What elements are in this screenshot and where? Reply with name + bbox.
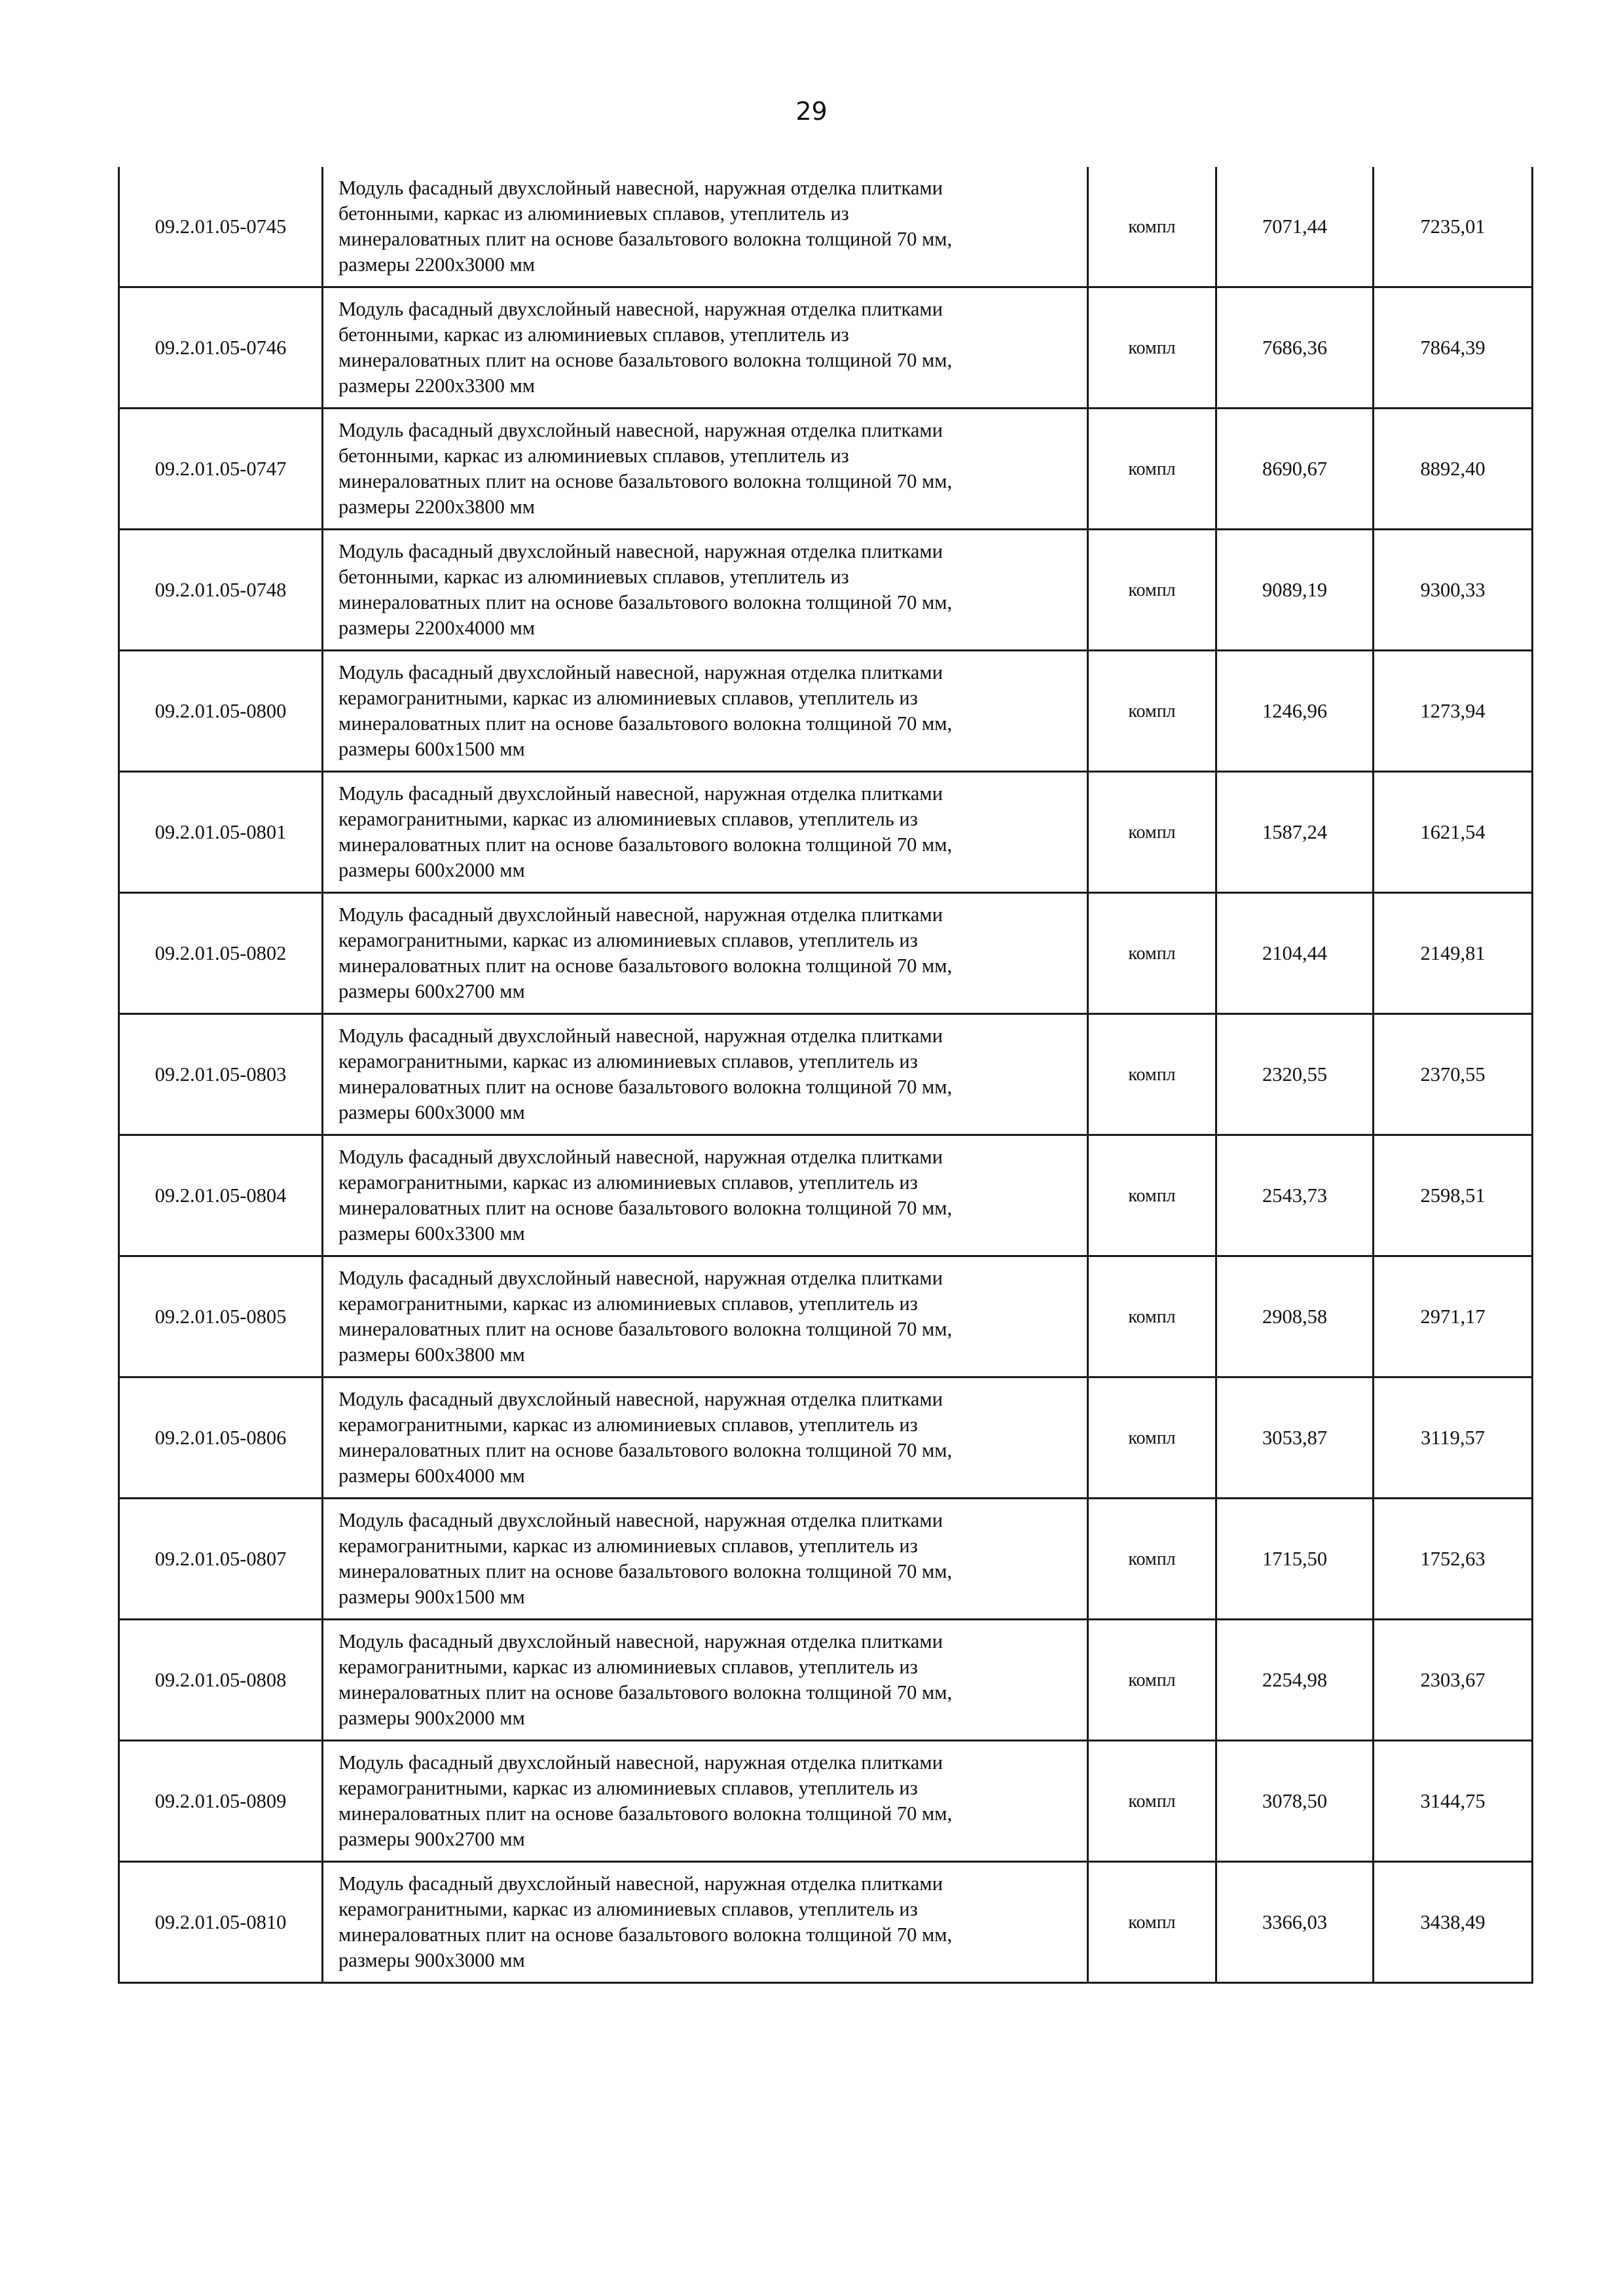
unit-cell: компл — [1088, 1014, 1216, 1135]
unit-cell: компл — [1088, 1741, 1216, 1862]
price-cell: 2543,73 — [1216, 1135, 1374, 1256]
price-cell: 2104,44 — [1216, 893, 1374, 1014]
description-line: минераловатных плит на основе базальтового волокна толщиной 70 мм, — [338, 591, 953, 613]
price-table — [118, 167, 1533, 1984]
table-row — [119, 1256, 1533, 1377]
unit-cell: компл — [1088, 287, 1216, 409]
description-line: керамогранитными, каркас из алюминиевых сплавов, утеплитель из — [338, 808, 918, 830]
description-line: Модуль фасадный двухслойный навесной, наружная отделка плитками — [338, 177, 943, 199]
description-line: минераловатных плит на основе базальтового волокна толщиной 70 мм, — [338, 349, 953, 371]
description-line: минераловатных плит на основе базальтового волокна толщиной 70 мм, — [338, 1197, 953, 1219]
unit-cell: компл — [1088, 167, 1216, 287]
price-cell: 2254,98 — [1216, 1620, 1374, 1741]
item-code-cell: 09.2.01.05-0808 — [119, 1620, 323, 1741]
item-code-cell: 09.2.01.05-0747 — [119, 409, 323, 530]
description-line: размеры 2200х3000 мм — [338, 253, 536, 276]
description-line: керамогранитными, каркас из алюминиевых сплавов, утеплитель из — [338, 1535, 918, 1557]
item-code-cell: 09.2.01.05-0804 — [119, 1135, 323, 1256]
description-line: керамогранитными, каркас из алюминиевых сплавов, утеплитель из — [338, 929, 918, 951]
description-cell — [323, 1862, 1088, 1983]
description-line: керамогранитными, каркас из алюминиевых сплавов, утеплитель из — [338, 1898, 918, 1920]
item-code-cell: 09.2.01.05-0803 — [119, 1014, 323, 1135]
price-cell: 7686,36 — [1216, 287, 1374, 409]
unit-cell: компл — [1088, 1377, 1216, 1499]
description-line: минераловатных плит на основе базальтового волокна толщиной 70 мм, — [338, 228, 953, 250]
description-line: бетонными, каркас из алюминиевых сплавов, утеплитель из — [338, 202, 849, 225]
price-cell: 3053,87 — [1216, 1377, 1374, 1499]
unit-cell: компл — [1088, 1620, 1216, 1741]
table-row — [119, 1741, 1533, 1862]
item-code-cell: 09.2.01.05-0809 — [119, 1741, 323, 1862]
description-cell — [323, 409, 1088, 530]
description-line: Модуль фасадный двухслойный навесной, наружная отделка плитками — [338, 540, 943, 562]
item-code-cell: 09.2.01.05-0801 — [119, 772, 323, 893]
description-line: размеры 900х1500 мм — [338, 1586, 525, 1608]
description-cell — [323, 1135, 1088, 1256]
price-cell: 8690,67 — [1216, 409, 1374, 530]
description-line: минераловатных плит на основе базальтового волокна толщиной 70 мм, — [338, 1802, 953, 1825]
item-code-cell: 09.2.01.05-0806 — [119, 1377, 323, 1499]
price-cell: 3119,57 — [1374, 1377, 1533, 1499]
description-cell — [323, 893, 1088, 1014]
price-cell: 7071,44 — [1216, 167, 1374, 287]
description-line: размеры 600х2000 мм — [338, 859, 525, 881]
table-row — [119, 651, 1533, 772]
description-cell — [323, 287, 1088, 409]
description-line: размеры 600х1500 мм — [338, 738, 525, 760]
item-code-cell: 09.2.01.05-0745 — [119, 167, 323, 287]
page-number: 29 — [795, 97, 828, 126]
price-cell: 9089,19 — [1216, 530, 1374, 651]
description-line: Модуль фасадный двухслойный навесной, наружная отделка плитками — [338, 1509, 943, 1531]
description-line: керамогранитными, каркас из алюминиевых сплавов, утеплитель из — [338, 1413, 918, 1436]
description-line: керамогранитными, каркас из алюминиевых сплавов, утеплитель из — [338, 1777, 918, 1799]
description-line: размеры 2200х3800 мм — [338, 496, 536, 518]
price-cell: 3144,75 — [1374, 1741, 1533, 1862]
description-line: минераловатных плит на основе базальтового волокна толщиной 70 мм, — [338, 470, 953, 492]
description-line: керамогранитными, каркас из алюминиевых сплавов, утеплитель из — [338, 1171, 918, 1194]
description-cell — [323, 167, 1088, 287]
description-line: Модуль фасадный двухслойный навесной, наружная отделка плитками — [338, 1630, 943, 1652]
price-cell: 7235,01 — [1374, 167, 1533, 287]
description-line: размеры 2200х3300 мм — [338, 374, 536, 397]
description-line: минераловатных плит на основе базальтового волокна толщиной 70 мм, — [338, 712, 953, 735]
description-line: Модуль фасадный двухслойный навесной, наружная отделка плитками — [338, 782, 943, 805]
description-cell — [323, 530, 1088, 651]
description-line: минераловатных плит на основе базальтового волокна толщиной 70 мм, — [338, 1439, 953, 1461]
description-line: Модуль фасадный двухслойный навесной, наружная отделка плитками — [338, 903, 943, 926]
description-line: Модуль фасадный двухслойный навесной, наружная отделка плитками — [338, 1146, 943, 1168]
description-line: Модуль фасадный двухслойный навесной, наружная отделка плитками — [338, 298, 943, 320]
table-row — [119, 893, 1533, 1014]
description-line: Модуль фасадный двухслойный навесной, наружная отделка плитками — [338, 419, 943, 441]
table-row — [119, 1499, 1533, 1620]
description-cell — [323, 1014, 1088, 1135]
description-cell — [323, 1499, 1088, 1620]
description-line: Модуль фасадный двухслойный навесной, наружная отделка плитками — [338, 661, 943, 683]
price-cell: 2320,55 — [1216, 1014, 1374, 1135]
description-line: размеры 600х3300 мм — [338, 1222, 525, 1245]
unit-cell: компл — [1088, 1256, 1216, 1377]
unit-cell: компл — [1088, 409, 1216, 530]
description-line: минераловатных плит на основе базальтового волокна толщиной 70 мм, — [338, 955, 953, 977]
price-cell: 2370,55 — [1374, 1014, 1533, 1135]
price-cell: 1752,63 — [1374, 1499, 1533, 1620]
price-cell: 3078,50 — [1216, 1741, 1374, 1862]
description-line: минераловатных плит на основе базальтового волокна толщиной 70 мм, — [338, 1560, 953, 1582]
table-row — [119, 409, 1533, 530]
description-line: бетонными, каркас из алюминиевых сплавов, утеплитель из — [338, 323, 849, 346]
description-cell — [323, 1377, 1088, 1499]
price-cell: 3366,03 — [1216, 1862, 1374, 1983]
description-line: размеры 900х3000 мм — [338, 1949, 525, 1971]
unit-cell: компл — [1088, 772, 1216, 893]
description-line: размеры 600х4000 мм — [338, 1465, 525, 1487]
description-line: Модуль фасадный двухслойный навесной, наружная отделка плитками — [338, 1267, 943, 1289]
description-line: минераловатных плит на основе базальтового волокна толщиной 70 мм, — [338, 833, 953, 856]
description-line: размеры 900х2000 мм — [338, 1707, 525, 1729]
description-line: минераловатных плит на основе базальтового волокна толщиной 70 мм, — [338, 1076, 953, 1098]
description-line: бетонными, каркас из алюминиевых сплавов, утеплитель из — [338, 445, 849, 467]
description-line: Модуль фасадный двухслойный навесной, наружная отделка плитками — [338, 1025, 943, 1047]
table-body — [119, 167, 1533, 1983]
price-cell: 1587,24 — [1216, 772, 1374, 893]
table-row — [119, 772, 1533, 893]
price-cell: 2908,58 — [1216, 1256, 1374, 1377]
price-cell: 2149,81 — [1374, 893, 1533, 1014]
item-code-cell: 09.2.01.05-0807 — [119, 1499, 323, 1620]
price-cell: 8892,40 — [1374, 409, 1533, 530]
description-line: керамогранитными, каркас из алюминиевых сплавов, утеплитель из — [338, 687, 918, 709]
description-line: минераловатных плит на основе базальтового волокна толщиной 70 мм, — [338, 1923, 953, 1946]
description-line: размеры 600х2700 мм — [338, 980, 525, 1002]
description-line: керамогранитными, каркас из алюминиевых сплавов, утеплитель из — [338, 1292, 918, 1315]
item-code-cell: 09.2.01.05-0810 — [119, 1862, 323, 1983]
description-cell — [323, 1741, 1088, 1862]
price-cell: 3438,49 — [1374, 1862, 1533, 1983]
price-cell: 2303,67 — [1374, 1620, 1533, 1741]
table-row — [119, 287, 1533, 409]
table-row — [119, 1014, 1533, 1135]
price-cell: 2598,51 — [1374, 1135, 1533, 1256]
table-row — [119, 530, 1533, 651]
price-cell: 1273,94 — [1374, 651, 1533, 772]
description-line: минераловатных плит на основе базальтового волокна толщиной 70 мм, — [338, 1318, 953, 1340]
description-line: керамогранитными, каркас из алюминиевых сплавов, утеплитель из — [338, 1656, 918, 1678]
price-cell: 2971,17 — [1374, 1256, 1533, 1377]
item-code-cell: 09.2.01.05-0746 — [119, 287, 323, 409]
price-cell: 1621,54 — [1374, 772, 1533, 893]
item-code-cell: 09.2.01.05-0805 — [119, 1256, 323, 1377]
table-row — [119, 1862, 1533, 1983]
description-line: минераловатных плит на основе базальтового волокна толщиной 70 мм, — [338, 1681, 953, 1704]
description-line: размеры 2200х4000 мм — [338, 617, 536, 639]
description-line: бетонными, каркас из алюминиевых сплавов, утеплитель из — [338, 566, 849, 588]
description-line: размеры 600х3000 мм — [338, 1101, 525, 1123]
item-code-cell: 09.2.01.05-0800 — [119, 651, 323, 772]
description-line: керамогранитными, каркас из алюминиевых сплавов, утеплитель из — [338, 1050, 918, 1072]
description-line: Модуль фасадный двухслойный навесной, наружная отделка плитками — [338, 1751, 943, 1774]
price-cell: 1715,50 — [1216, 1499, 1374, 1620]
description-cell — [323, 651, 1088, 772]
unit-cell: компл — [1088, 530, 1216, 651]
table-row — [119, 1377, 1533, 1499]
table-row — [119, 1620, 1533, 1741]
description-line: Модуль фасадный двухслойный навесной, наружная отделка плитками — [338, 1388, 943, 1410]
table-row — [119, 167, 1533, 287]
price-cell: 7864,39 — [1374, 287, 1533, 409]
description-cell — [323, 1620, 1088, 1741]
unit-cell: компл — [1088, 893, 1216, 1014]
price-cell: 1246,96 — [1216, 651, 1374, 772]
description-cell — [323, 1256, 1088, 1377]
description-cell — [323, 772, 1088, 893]
item-code-cell: 09.2.01.05-0748 — [119, 530, 323, 651]
description-line: размеры 900х2700 мм — [338, 1828, 525, 1850]
item-code-cell: 09.2.01.05-0802 — [119, 893, 323, 1014]
unit-cell: компл — [1088, 1862, 1216, 1983]
description-line: размеры 600х3800 мм — [338, 1343, 525, 1366]
description-line: Модуль фасадный двухслойный навесной, наружная отделка плитками — [338, 1872, 943, 1895]
unit-cell: компл — [1088, 651, 1216, 772]
unit-cell: компл — [1088, 1135, 1216, 1256]
price-cell: 9300,33 — [1374, 530, 1533, 651]
table-row — [119, 1135, 1533, 1256]
unit-cell: компл — [1088, 1499, 1216, 1620]
